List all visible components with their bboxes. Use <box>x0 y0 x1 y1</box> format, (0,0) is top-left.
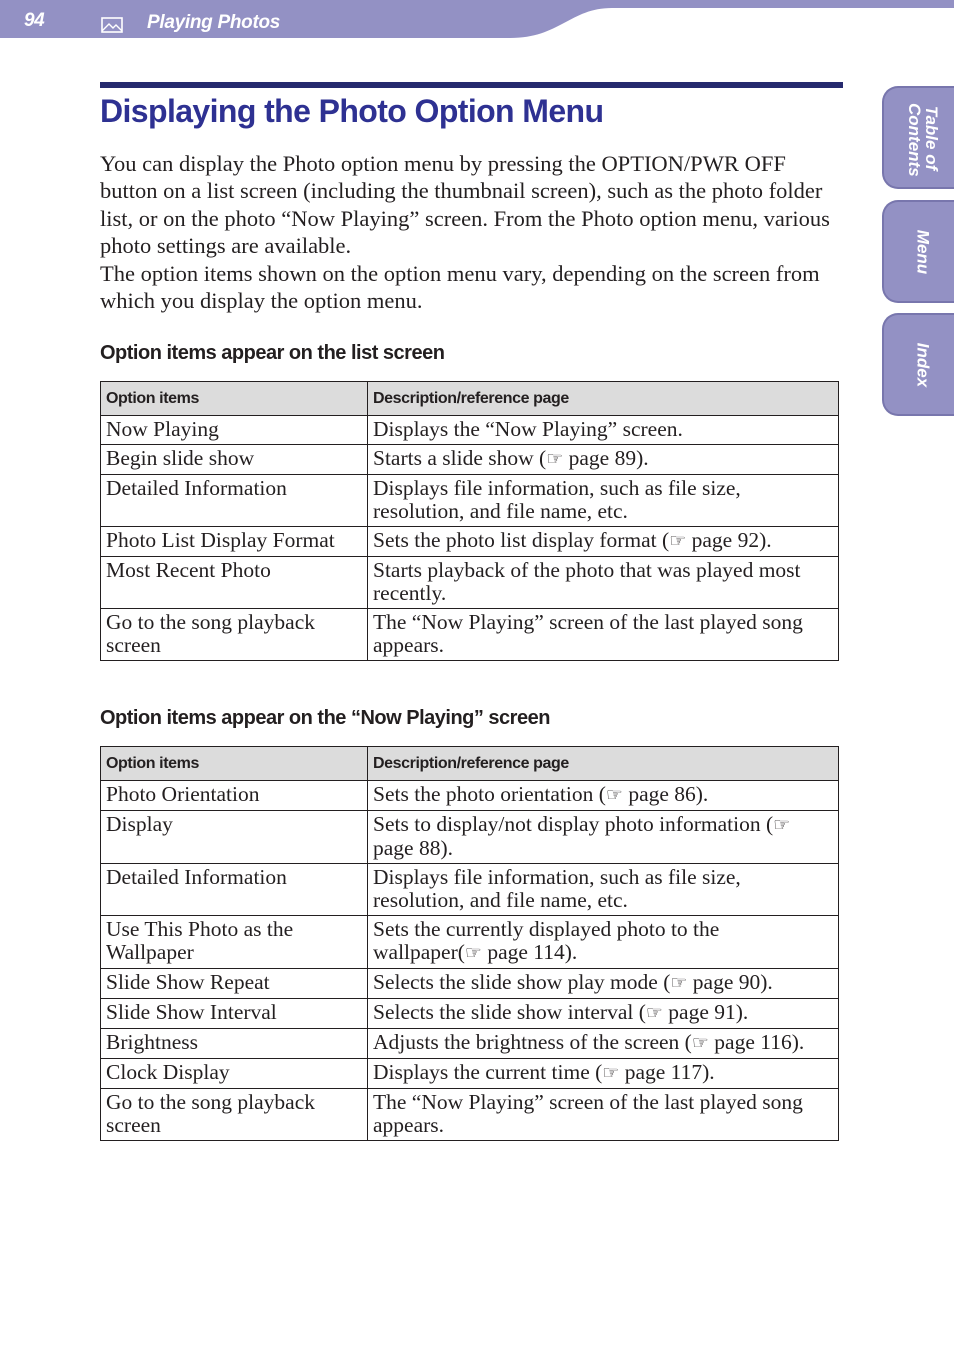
now-playing-screen-heading: Option items appear on the “Now Playing” screen <box>100 707 550 729</box>
table-row <box>101 527 839 557</box>
option-description <box>368 1029 839 1059</box>
option-item: Detailed Information <box>101 475 368 527</box>
pointing-hand-icon: ☞ <box>691 1033 709 1054</box>
list-screen-options-table <box>100 381 839 661</box>
page-reference-link[interactable]: page 89). <box>563 446 649 470</box>
description-text: Sets the currently displayed photo to the wallpaper( <box>373 917 720 964</box>
option-description <box>368 916 839 969</box>
table-row <box>101 999 839 1029</box>
description-text: Starts a slide show ( <box>373 446 547 470</box>
description-text: Sets the photo orientation ( <box>373 782 606 806</box>
option-description: Displays file information, such as file size, resolution, and file name, etc. <box>368 475 839 527</box>
page-reference-link[interactable]: page 114). <box>481 940 578 964</box>
table-row <box>101 475 839 527</box>
table-row <box>101 557 839 609</box>
column-header-description: Description/reference page <box>368 747 839 781</box>
table-row <box>101 445 839 475</box>
pointing-hand-icon: ☞ <box>669 531 687 552</box>
option-description: Displays file information, such as file size, resolution, and file name, etc. <box>368 864 839 916</box>
table-header-row <box>101 382 839 416</box>
page-reference-link[interactable]: page 117). <box>619 1060 715 1084</box>
option-item: Most Recent Photo <box>101 557 368 609</box>
title-rule <box>100 82 843 88</box>
option-item: Go to the song playback screen <box>101 1089 368 1141</box>
table-row <box>101 781 839 811</box>
table-row <box>101 916 839 969</box>
option-description <box>368 999 839 1029</box>
option-description: Starts playback of the photo that was played most recently. <box>368 557 839 609</box>
page-reference-link[interactable]: page 88). <box>373 836 453 860</box>
option-item: Begin slide show <box>101 445 368 475</box>
photo-icon <box>101 17 123 33</box>
column-header-option-items: Option items <box>101 382 368 416</box>
table-row <box>101 1029 839 1059</box>
option-item: Use This Photo as the Wallpaper <box>101 916 368 969</box>
option-item: Photo List Display Format <box>101 527 368 557</box>
table-row <box>101 1089 839 1141</box>
header-band <box>0 0 954 46</box>
option-description <box>368 1059 839 1089</box>
column-header-description: Description/reference page <box>368 382 839 416</box>
page-reference-link[interactable]: page 92). <box>686 528 772 552</box>
table-row <box>101 1059 839 1089</box>
page-number: 94 <box>24 10 45 31</box>
option-description: The “Now Playing” screen of the last played song appears. <box>368 609 839 661</box>
description-text: Selects the slide show play mode ( <box>373 970 671 994</box>
page-reference-link[interactable]: page 116). <box>708 1030 805 1054</box>
option-description: Displays the “Now Playing” screen. <box>368 416 839 445</box>
page-reference-link[interactable]: page 90). <box>687 970 773 994</box>
description-text: Adjusts the brightness of the screen ( <box>373 1030 692 1054</box>
tab-index[interactable] <box>882 313 954 416</box>
option-item: Photo Orientation <box>101 781 368 811</box>
column-header-option-items: Option items <box>101 747 368 781</box>
option-description <box>368 811 839 864</box>
table-row <box>101 609 839 661</box>
intro-paragraph: You can display the Photo option menu by pressing the OPTION/PWR OFF button on a list screen (including the thumbnail screen), such as the photo folder list, or on the photo “Now Playing” screen. From the Photo option menu, various photo settings are available. <box>100 151 830 259</box>
page-reference-link[interactable]: page 86). <box>622 782 709 806</box>
description-text: Displays the current time ( <box>373 1060 603 1084</box>
table-row <box>101 416 839 445</box>
list-screen-heading: Option items appear on the list screen <box>100 342 445 364</box>
now-playing-options-table <box>100 746 839 1141</box>
option-description: The “Now Playing” screen of the last played song appears. <box>368 1089 839 1141</box>
page-title: Displaying the Photo Option Menu <box>100 93 604 129</box>
pointing-hand-icon: ☞ <box>605 785 623 806</box>
option-description <box>368 445 839 475</box>
tab-table-of-contents[interactable] <box>882 86 954 189</box>
tab-label: Menu <box>913 229 933 274</box>
intro-text <box>100 150 830 314</box>
table-header-row <box>101 747 839 781</box>
pointing-hand-icon: ☞ <box>645 1003 663 1024</box>
option-description <box>368 781 839 811</box>
option-item: Now Playing <box>101 416 368 445</box>
description-text: Sets to display/not display photo information ( <box>373 812 774 836</box>
section-title: Playing Photos <box>147 12 281 33</box>
tab-label: Index <box>913 342 933 387</box>
option-item: Slide Show Repeat <box>101 969 368 999</box>
description-text: Sets the photo list display format ( <box>373 528 670 552</box>
table-row <box>101 969 839 999</box>
table-row <box>101 864 839 916</box>
pointing-hand-icon: ☞ <box>670 973 688 994</box>
intro-paragraph: The option items shown on the option menu vary, depending on the screen from which you display the option menu. <box>100 260 820 314</box>
description-text: Selects the slide show interval ( <box>373 1000 646 1024</box>
tab-label: Table of Contents <box>905 102 941 177</box>
pointing-hand-icon: ☞ <box>546 449 564 470</box>
option-item: Detailed Information <box>101 864 368 916</box>
page-reference-link[interactable]: page 91). <box>662 1000 749 1024</box>
option-item: Clock Display <box>101 1059 368 1089</box>
table-row <box>101 811 839 864</box>
option-item: Slide Show Interval <box>101 999 368 1029</box>
option-item: Brightness <box>101 1029 368 1059</box>
option-description <box>368 527 839 557</box>
option-item: Go to the song playback screen <box>101 609 368 661</box>
pointing-hand-icon: ☞ <box>773 815 791 836</box>
option-description <box>368 969 839 999</box>
pointing-hand-icon: ☞ <box>464 943 482 964</box>
tab-menu[interactable] <box>882 200 954 303</box>
option-item: Display <box>101 811 368 864</box>
pointing-hand-icon: ☞ <box>602 1063 620 1084</box>
